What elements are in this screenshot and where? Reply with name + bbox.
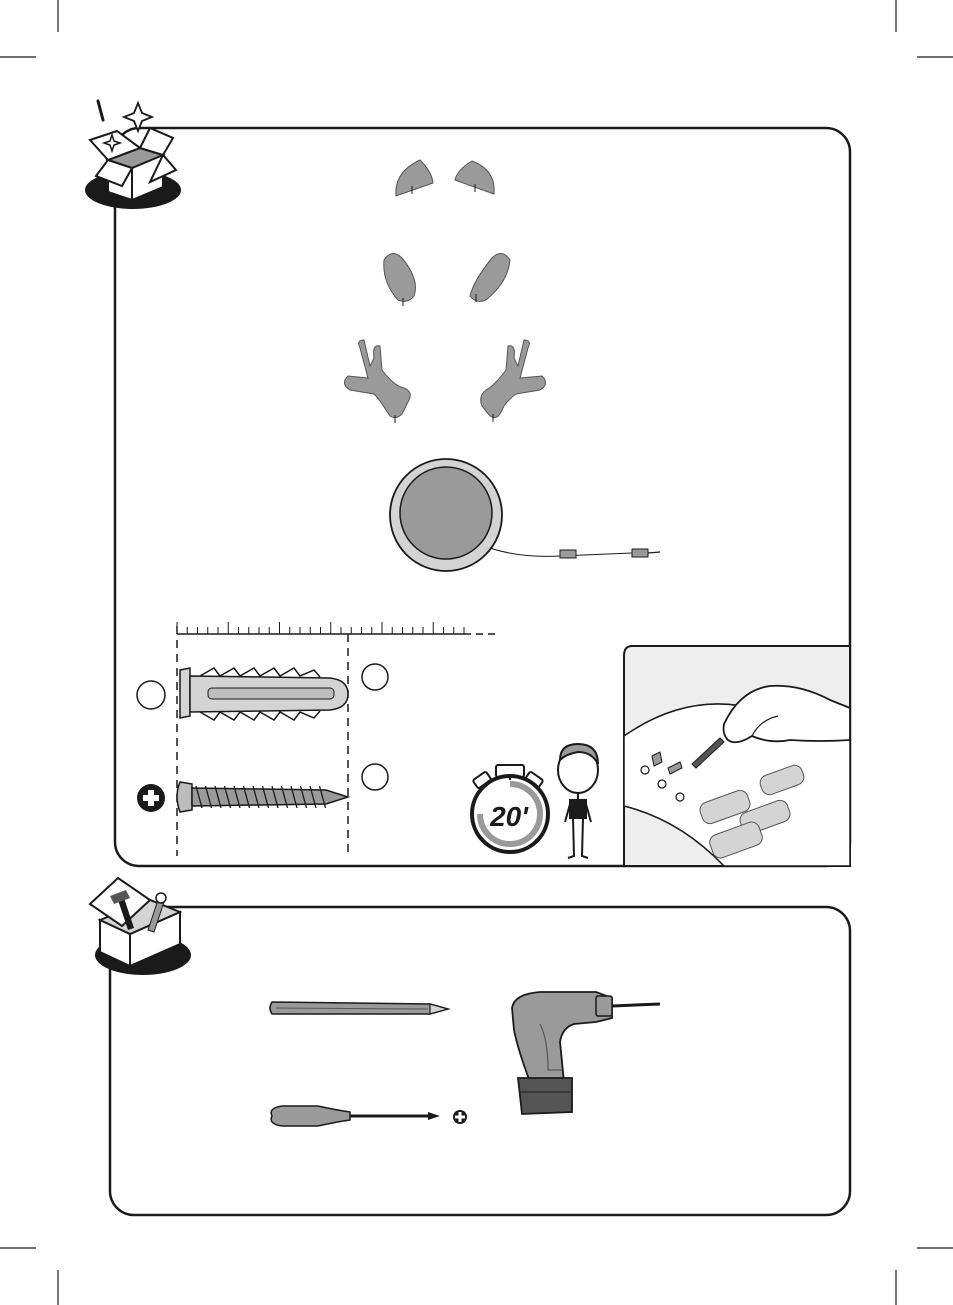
timer-label: 20'	[490, 801, 528, 832]
person-figure	[558, 744, 598, 858]
cordless-drill	[512, 992, 660, 1114]
tools-panel	[110, 907, 850, 1215]
screwdriver	[271, 1106, 467, 1126]
large-ears-pair	[384, 253, 510, 306]
small-ears-pair	[396, 160, 494, 196]
pencil	[270, 1002, 448, 1014]
ruler-ticks	[177, 622, 464, 634]
open-box-icon	[85, 101, 181, 209]
antlers-pair	[344, 340, 545, 423]
quantity-circle-screw	[362, 764, 388, 790]
phillips-plus-icon	[453, 1110, 467, 1124]
wall-plug	[137, 668, 348, 720]
toolbox-icon	[90, 878, 191, 975]
screw	[137, 782, 348, 812]
measurement-guides	[177, 626, 348, 856]
measuring-ruler	[177, 622, 500, 634]
light-disc-with-cable	[390, 459, 660, 571]
quantity-circle-plug	[362, 664, 388, 690]
hardware-selection-photo	[624, 646, 850, 866]
stopwatch-icon	[472, 765, 548, 852]
phillips-plus-icon	[137, 784, 165, 812]
